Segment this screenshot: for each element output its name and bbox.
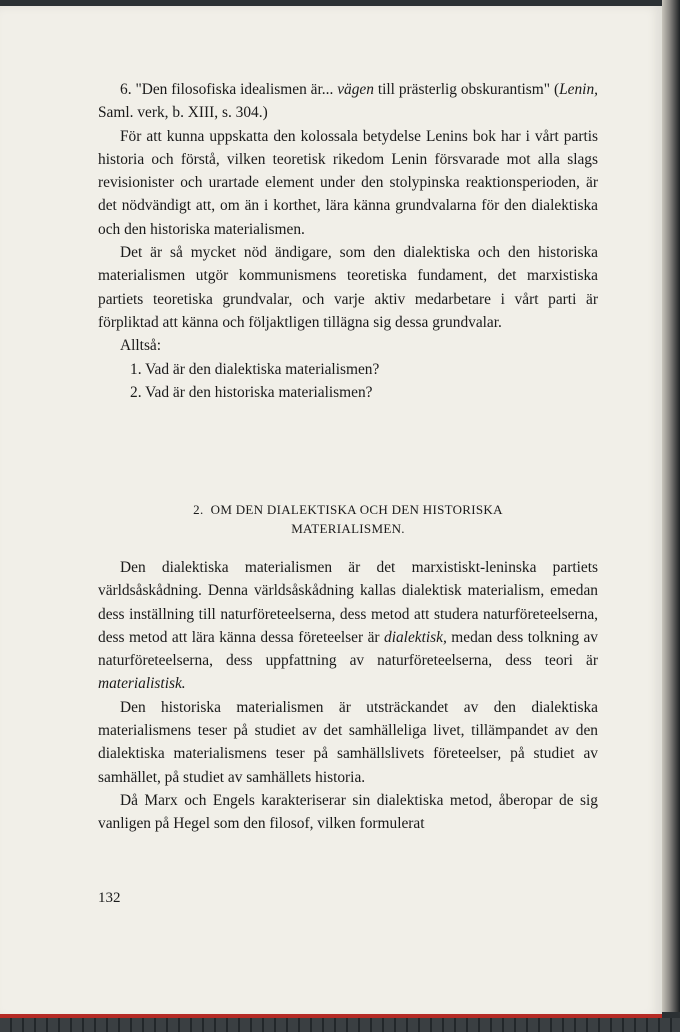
question-list (98, 358, 598, 405)
question-item: 1. Vad är den dialektiska materialismen? (130, 360, 380, 378)
bottom-block (98, 556, 598, 836)
dialectic-italic-term: dialektisk, (384, 628, 447, 646)
footnote-number: 6. (120, 81, 132, 98)
paragraph-necessity: Det är så mycket nöd ändigare, som den dialektiska och den historiska materialismen utgör kommunismens teoretiska fundament, det marxistiska partiets teoretiska grundvalar, och varje aktiv medarbetare i vårt parti är förpliktad att känna och följaktligen tillägna sig dessa grundvalar. (98, 244, 598, 331)
section-title-text: OM DEN DIALEKTISKA OCH DEN HISTORISKA (210, 502, 503, 517)
paragraph-historical-materialism: Den historiska materialismen är utsträckandet av den dialektiska materialismens teser på studiet av det samhälleliga livet, tillämpandet av den dialektiska materialismens teser på samhällslivets företeelser, på studiet av samhället, på studiet av samhällets historia. (98, 698, 598, 786)
footnote-quote-end: till prästerlig obskurantism" (377, 81, 551, 98)
section-heading (98, 500, 598, 538)
section-number: 2. (193, 502, 204, 517)
dialectic-text-middle: medan dess tolkning av naturföreteelserna, dess uppfattning av naturföreteelserna, dess teori är (98, 628, 598, 670)
materialistic-italic-term: materialistisk. (98, 675, 186, 693)
footnote-6 (98, 78, 598, 125)
footnote-quote-italic: vägen (337, 81, 374, 98)
section-title-line1 (98, 500, 598, 519)
footnote-source-open: ( (553, 81, 560, 98)
paragraph-importance: För att kunna uppskatta den kolossala betydelse Lenins bok har i vårt partis historia och förstå, vilken teoretisk rikedom Lenin försvarade mot alla slags revisionister och urartade element under den stolypinska reaktionsperioden, är det nödvändigt att, om än i korthet, lära känna grundvalarna för den dialektiska och den historiska materialismen. (98, 127, 598, 238)
question-item: 2. Vad är den historiska materialismen? (130, 383, 373, 401)
footnote-quote-start: "Den filosofiska idealismen är... (135, 81, 334, 98)
section-title-line2: MATERIALISMEN. (291, 521, 405, 536)
top-block (98, 78, 598, 404)
page-edge (662, 0, 680, 1012)
paragraph-thus: Alltså: (120, 337, 162, 355)
scan-background (0, 1018, 680, 1032)
footnote-source-ref: Saml. verk, b. XIII, s. 304.) (98, 104, 268, 122)
paragraph-marx-engels: Då Marx och Engels karakteriserar sin dialektiska metod, åberopar de sig vanligen på Hegel som den filosof, vilken formulerat (98, 791, 598, 833)
paragraph-dialectical-materialism (98, 556, 598, 696)
dialectic-text-start: Den dialektiska materialismen är det marxistiskt-leninska partiets världsåskådning. Denna världsåskådning kallas dialektisk materialism, emedan dess inställning till naturföreteelserna, dess metod att studera naturföreteelserna, dess metod att lära känna dessa företeelser är (98, 559, 598, 646)
page-number: 132 (98, 890, 121, 906)
footnote-source-author: Lenin, (559, 81, 598, 98)
